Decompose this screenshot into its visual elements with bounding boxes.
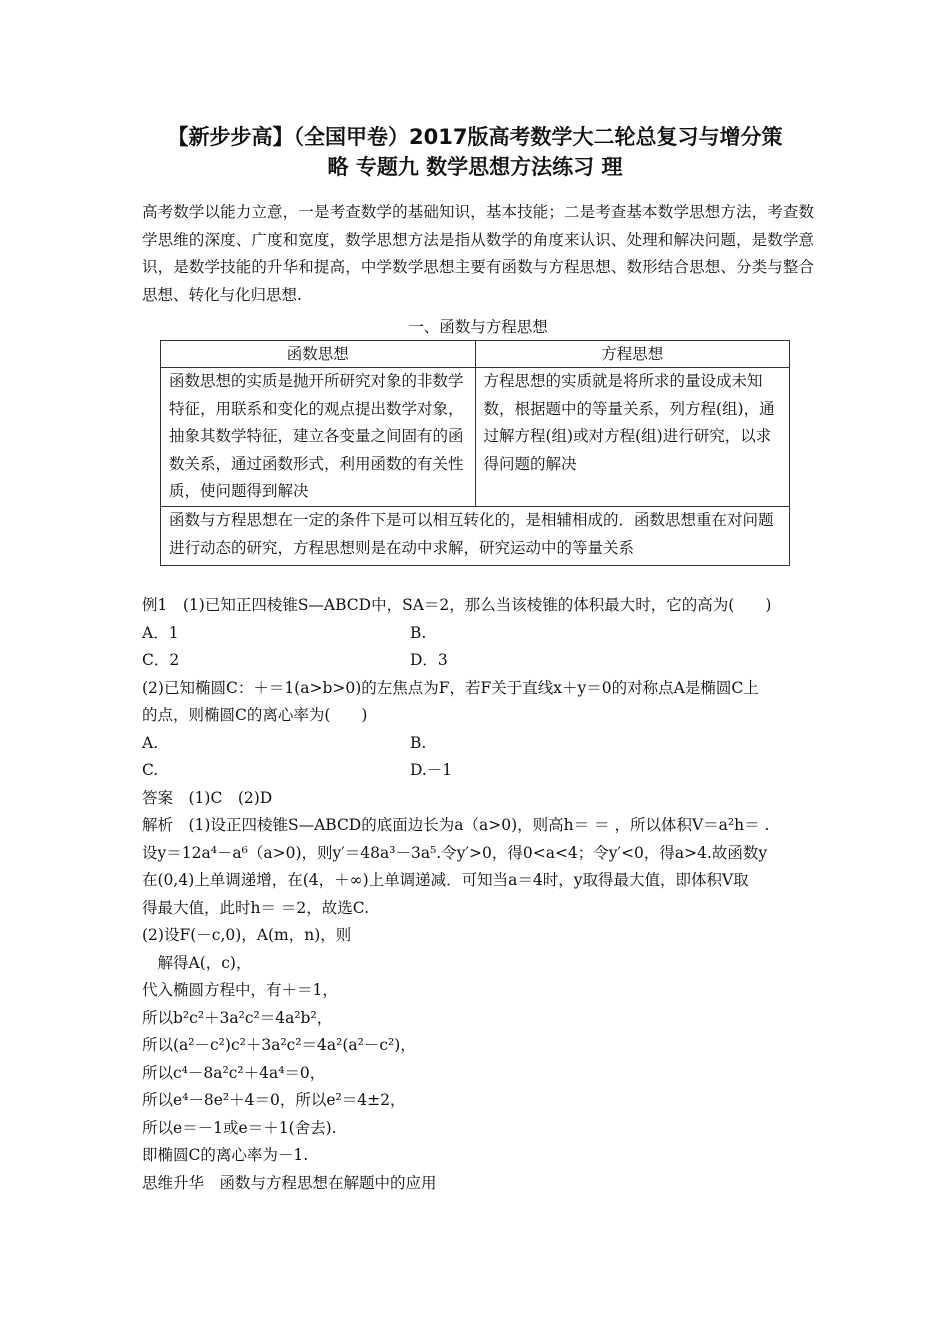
thinking-upgrade-line: 思维升华 函数与方程思想在解题中的应用: [142, 1173, 437, 1192]
solution-line: 得最大值，此时h＝ ＝2，故选C.: [142, 898, 370, 917]
q2-option-c: C.: [142, 761, 159, 779]
table-cell-summary: 函数与方程思想在一定的条件下是可以相互转化的，是相辅相成的．函数思想重在对问题进行动态的研究，方程思想则是在动中求解，研究运动中的等量关系: [161, 507, 790, 566]
title-line-2: 略 专题九 数学思想方法练习 理: [327, 155, 623, 179]
q1-option-d: D．3: [410, 651, 448, 669]
q2-options-row-2: [142, 757, 814, 785]
solution-line: (2)设F(－c,0)，A(m，n)，则: [142, 926, 352, 944]
solution-line: 解析 (1)设正四棱锥S—ABCD的底面边长为a（a>0)，则高h＝ ＝ ，所以体积V＝a²h＝ .: [142, 816, 770, 834]
solution-line: 所以e＝－1或e＝＋1(舍去).: [142, 1118, 337, 1137]
solution-line: 代入椭圆方程中，有＋＝1，: [142, 981, 338, 999]
table-header-equation: 方程思想: [475, 341, 790, 368]
document-title: [130, 122, 820, 182]
q2-option-d: D.－1: [410, 761, 453, 779]
q2-option-b: B.: [410, 733, 427, 752]
q1-option-b: B.: [410, 623, 427, 642]
intro-paragraph: 高考数学以能力立意，一是考查数学的基础知识，基本技能；二是考查基本数学思想方法，考查数学思维的深度、广度和宽度，数学思想方法是指从数学的角度来认识、处理和解决问题，是数学意识，是数学技能的升华和提高，中学数学思想主要有函数与方程思想、数形结合思想、分类与整合思想、转化与化归思想.: [142, 203, 814, 304]
comparison-table: [160, 340, 790, 566]
q1-option-a: A．1: [142, 623, 179, 642]
q1-options-row-2: [142, 647, 814, 675]
title-line-1: 【新步步高】（全国甲卷）2017版高考数学大二轮总复习与增分策: [167, 125, 783, 149]
example-block: [142, 592, 814, 1197]
solution-line: 所以e⁴－8e²＋4＝0，所以e²＝4±2，: [142, 1091, 406, 1109]
example-q2-line-1: (2)已知椭圆C：＋＝1(a>b>0)的左焦点为F，若F关于直线x＋y＝0的对称点A是椭圆C上: [142, 678, 759, 697]
example-q1: 例1 (1)已知正四棱锥S—ABCD中，SA＝2，那么当该棱锥的体积最大时，它的高为( ): [142, 596, 772, 614]
table-cell-function: 函数思想的实质是抛开所研究对象的非数学特征，用联系和变化的观点提出数学对象，抽象其数学特征，建立各变量之间固有的函数关系，通过函数形式，利用函数的有关性质，使问题得到解决: [161, 368, 476, 507]
solution-line: 设y＝12a⁴－a⁶（a>0)，则y′＝48a³－3a⁵.令y′>0，得0<a<4；令y′<0，得a>4.故函数y: [142, 843, 768, 862]
solution-line: 在(0,4)上单调递增，在(4，＋∞)上单调递减．可知当a＝4时，y取得最大值，即体积V取: [142, 871, 749, 889]
q1-options-row-1: [142, 620, 814, 648]
section-title: 一、函数与方程思想: [408, 318, 548, 336]
answer-line: 答案 (1)C (2)D: [142, 788, 273, 807]
q2-options-row-1: [142, 730, 814, 758]
q1-option-c: C．2: [142, 651, 180, 669]
solution-line: 即椭圆C的离心率为－1.: [142, 1146, 309, 1164]
example-q2-line-2: 的点，则椭圆C的离心率为( ): [142, 706, 368, 724]
table-header-function: 函数思想: [161, 341, 476, 368]
solution-line: 解得A(，c)，: [142, 953, 252, 972]
solution-line: 所以b²c²＋3a²c²＝4a²b²，: [142, 1008, 333, 1027]
q2-option-a: A.: [142, 733, 159, 752]
solution-line: 所以(a²－c²)c²＋3a²c²＝4a²(a²－c²)，: [142, 1036, 416, 1054]
table-cell-equation: 方程思想的实质就是将所求的量设成未知数，根据题中的等量关系，列方程(组)，通过解方程(组)或对方程(组)进行研究，以求得问题的解决: [475, 368, 790, 507]
solution-line: 所以c⁴－8a²c²＋4a⁴＝0，: [142, 1063, 326, 1082]
